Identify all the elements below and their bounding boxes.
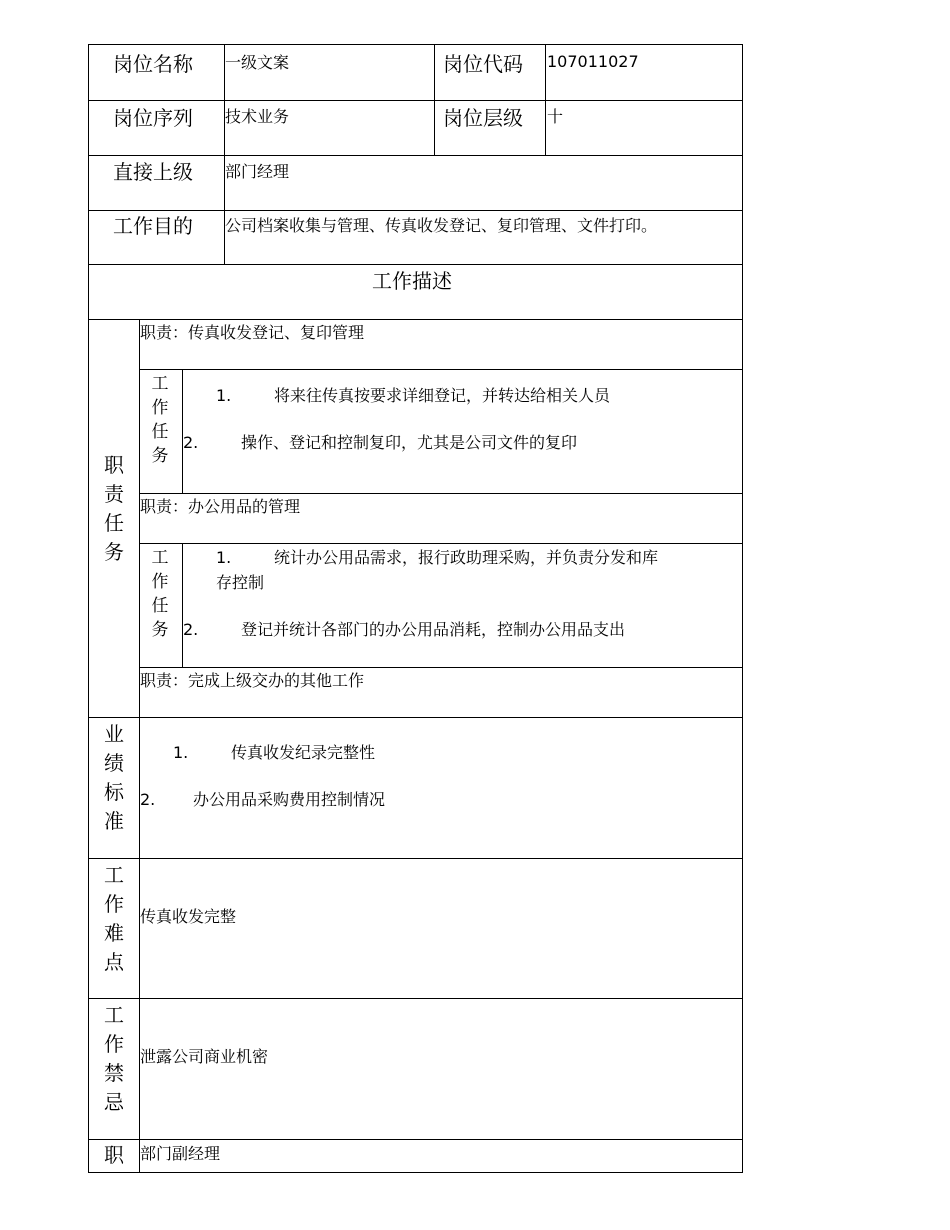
prohibition-label-char: 作 bbox=[104, 1032, 124, 1056]
duties-label-char: 职 bbox=[104, 453, 124, 477]
performance-number: 2. bbox=[140, 790, 156, 809]
post-name-label: 岗位名称 bbox=[113, 52, 193, 76]
post-level-value: 十 bbox=[547, 107, 564, 126]
performance-label bbox=[89, 720, 139, 836]
task-label-char: 任 bbox=[151, 596, 169, 616]
post-series-value: 技术业务 bbox=[225, 107, 290, 126]
task-label-char: 作 bbox=[151, 398, 169, 418]
difficulty-label-char: 作 bbox=[104, 892, 124, 916]
task-item bbox=[216, 548, 658, 567]
task-item bbox=[183, 433, 577, 452]
task-label-char: 务 bbox=[151, 620, 169, 640]
task-label bbox=[139, 546, 181, 642]
difficulty-label-char: 难 bbox=[104, 921, 124, 945]
supervisor-label: 直接上级 bbox=[113, 160, 193, 184]
duties-label-char: 任 bbox=[104, 511, 124, 535]
performance-item bbox=[173, 743, 375, 762]
task-number: 1. bbox=[216, 386, 232, 405]
last-row-text: 部门副经理 bbox=[140, 1144, 221, 1163]
prohibition-label bbox=[89, 1001, 139, 1117]
performance-text: 办公用品采购费用控制情况 bbox=[193, 790, 386, 809]
task-item bbox=[216, 386, 610, 405]
prohibition-label-char: 禁 bbox=[104, 1061, 124, 1085]
task-text: 登记并统计各部门的办公用品消耗，控制办公用品支出 bbox=[241, 620, 626, 639]
duty-title: 职责：办公用品的管理 bbox=[140, 497, 301, 516]
difficulty-label-char: 点 bbox=[104, 950, 124, 974]
task-item bbox=[183, 620, 625, 639]
post-code-value: 107011027 bbox=[547, 52, 639, 71]
prohibition-text: 泄露公司商业机密 bbox=[140, 1047, 269, 1066]
performance-label-char: 标 bbox=[104, 780, 124, 804]
task-text: 操作、登记和控制复印，尤其是公司文件的复印 bbox=[241, 433, 578, 452]
task-text-continuation: 存控制 bbox=[216, 573, 265, 592]
duties-label-char: 责 bbox=[104, 482, 124, 506]
duties-label-char: 务 bbox=[104, 540, 124, 564]
duties-label bbox=[89, 451, 139, 567]
task-label-char: 作 bbox=[151, 572, 169, 592]
last-row-label: 职 bbox=[104, 1143, 124, 1167]
post-series-label: 岗位序列 bbox=[113, 106, 193, 130]
prohibition-label-char: 忌 bbox=[104, 1090, 124, 1114]
prohibition-label-char: 工 bbox=[104, 1003, 124, 1027]
performance-item bbox=[140, 790, 385, 809]
performance-label-char: 业 bbox=[104, 722, 124, 746]
task-label-char: 工 bbox=[151, 374, 169, 394]
supervisor-value: 部门经理 bbox=[225, 162, 290, 181]
difficulty-text: 传真收发完整 bbox=[140, 907, 237, 926]
difficulty-label bbox=[89, 861, 139, 977]
task-label-char: 任 bbox=[151, 422, 169, 442]
performance-number: 1. bbox=[173, 743, 189, 762]
task-number: 2. bbox=[183, 433, 199, 452]
task-text: 统计办公用品需求，报行政助理采购，并负责分发和库 bbox=[274, 548, 659, 567]
task-text: 将来往传真按要求详细登记，并转达给相关人员 bbox=[274, 386, 611, 405]
task-label bbox=[139, 372, 181, 468]
description-title: 工作描述 bbox=[372, 269, 452, 293]
performance-label-char: 绩 bbox=[104, 751, 124, 775]
post-code-label: 岗位代码 bbox=[443, 52, 523, 76]
post-level-label: 岗位层级 bbox=[443, 106, 523, 130]
purpose-value: 公司档案收集与管理、传真收发登记、复印管理、文件打印。 bbox=[225, 216, 658, 235]
purpose-label: 工作目的 bbox=[113, 214, 193, 238]
performance-label-char: 准 bbox=[104, 809, 124, 833]
duty-title: 职责：完成上级交办的其他工作 bbox=[140, 671, 365, 690]
difficulty-label-char: 工 bbox=[104, 863, 124, 887]
task-label-char: 务 bbox=[151, 446, 169, 466]
duty-title: 职责：传真收发登记、复印管理 bbox=[140, 323, 365, 342]
task-number: 1. bbox=[216, 548, 232, 567]
post-name-value: 一级文案 bbox=[225, 53, 290, 72]
task-label-char: 工 bbox=[151, 548, 169, 568]
task-number: 2. bbox=[183, 620, 199, 639]
performance-text: 传真收发纪录完整性 bbox=[231, 743, 376, 762]
